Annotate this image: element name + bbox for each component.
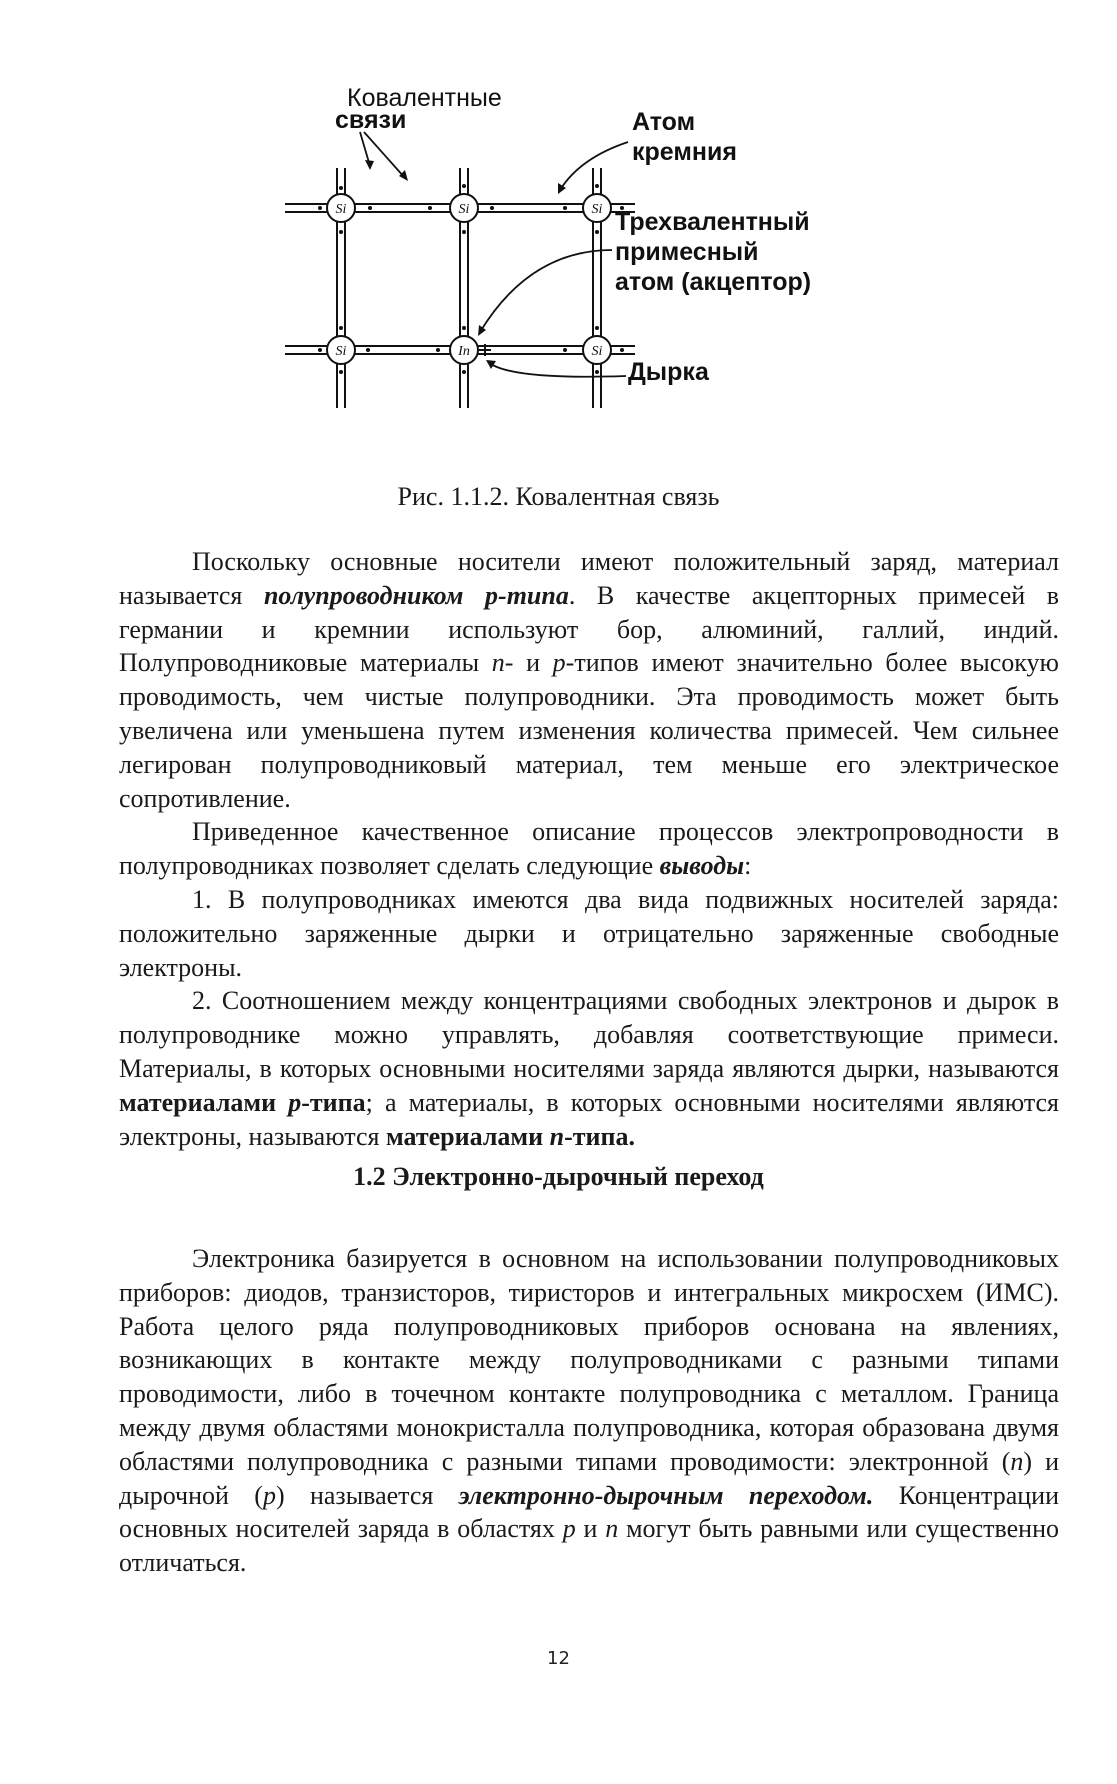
atom-si-2 [450,194,478,222]
label-atom-2: кремния [632,138,737,166]
paragraph: Электроника базируется в основном на использовании полупроводниковых приборов: диодов, транзисторов, тиристоров и интегральных микросхем (ИМС). Работа целого ряда полупроводниковых приборов основана на явлениях, возникающих в контакте между полупроводниками с разными типами проводимости, либо в точечном контакте полупроводника с металлом. Граница между двумя областями монокристалла полупроводника, которая образована двумя областями полупроводника с разными типами проводимости: электронной (n) и дырочной (p) называется электронно-дырочным переходом. Концентрации основных носителей заряда в областях p и n могут быть равными или существенно отличаться. [119,1244,1059,1578]
atom-si-1 [327,194,355,222]
svg-text:Si: Si [458,202,470,217]
body-text-2 [119,1242,1059,1580]
list-item: 2. Соотношением между концентрациями свободных электронов и дырок в полупроводнике можно управлять, добавляя соответствующие примеси. Материалы, в которых основными носителями заряда являются дырки, называются материалами p-типа; а материалы, в которых основными носителями являются электроны, называются материалами n-типа. [119,986,1059,1151]
label-acceptor-2: примесный [615,238,759,266]
paragraph: Поскольку основные носители имеют положительный заряд, материал называется полупроводником p-типа. В качестве акцепторных примесей в германии и кремнии используют бор, алюминий, галлий, индий. Полупроводниковые материалы n- и p-типов имеют значительно более высокую проводимость, чем чистые полупроводники. Эта проводимость может быть увеличена или уменьшена путем изменения количества примесей. Чем сильнее легирован полупроводниковый материал, тем меньше его электрическое сопротивление. [119,547,1059,813]
svg-text:In: In [458,344,470,359]
label-atom-1: Атом [632,108,696,136]
atom-si-6 [583,336,611,364]
svg-text:Si: Si [335,202,347,217]
atom-si-3 [583,194,611,222]
label-acceptor-1: Трехвалентный [615,208,810,236]
svg-text:Si: Si [335,344,347,359]
svg-text:Si: Si [591,344,603,359]
svg-text:Si: Si [591,202,603,217]
list-item: 1. В полупроводниках имеются два вида подвижных носителей заряда: положительно заряженные дырки и отрицательно заряженные свободные электроны. [119,884,1059,982]
figure-caption: Рис. 1.1.2. Ковалентная связь [397,482,720,511]
body-text-1 [119,545,1059,1153]
paragraph: Приведенное качественное описание процессов электропроводности в полупроводниках позволяет сделать следующие выводы: [119,817,1059,881]
covalent-bond-diagram [260,80,910,460]
label-acceptor-3: атом (акцептор) [615,268,812,296]
label-covalent-1: Ковалентные [347,84,502,112]
atom-in-acceptor [450,336,478,364]
section-heading: 1.2 Электронно-дырочный переход [353,1162,764,1191]
atom-si-4 [327,336,355,364]
label-hole: Дырка [628,358,709,386]
page-number: 12 [547,1648,570,1669]
label-covalent-2: связи [335,106,407,134]
